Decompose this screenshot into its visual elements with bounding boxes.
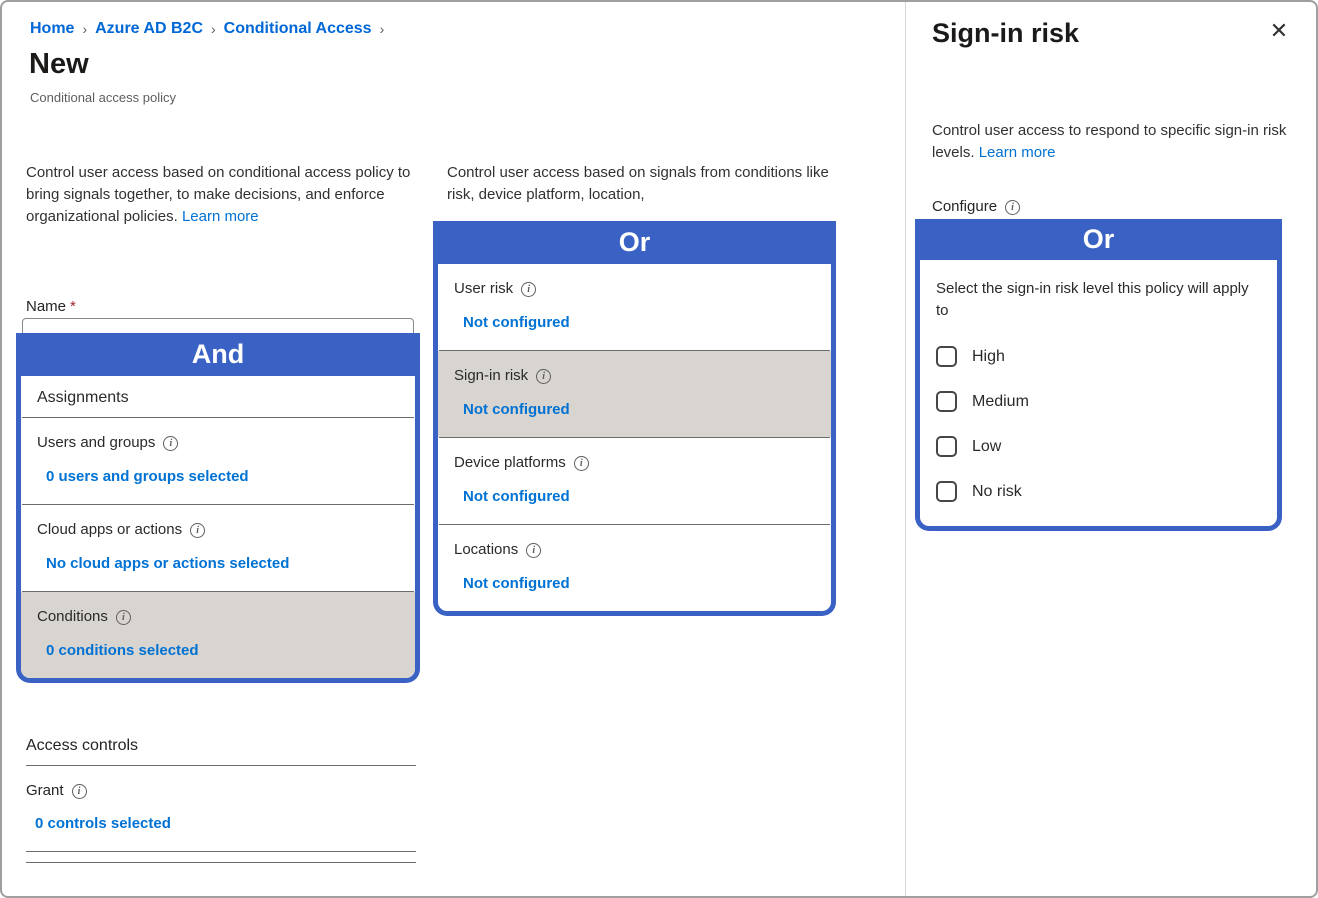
conditions-link[interactable]: 0 conditions selected [46, 642, 199, 659]
assignments-title: Assignments [37, 389, 129, 406]
risk-option-low [920, 436, 1277, 457]
page-subtitle: Conditional access policy [30, 90, 176, 105]
checkbox-medium-label: Medium [972, 392, 1029, 410]
info-icon[interactable]: i [72, 784, 87, 799]
configure-label-row [932, 198, 1020, 215]
grant-label-row [26, 782, 416, 799]
checkbox-medium[interactable] [936, 391, 957, 412]
info-icon[interactable]: i [1005, 200, 1020, 215]
conditions-description: Control user access based on signals from conditions like risk, device platform, location, [447, 164, 829, 203]
sign-in-risk-label: Sign-in risk [454, 367, 529, 384]
page-title: New [29, 48, 89, 80]
checkbox-low[interactable] [936, 436, 957, 457]
divider [26, 862, 416, 863]
users-and-groups-label: Users and groups [37, 434, 156, 451]
users-and-groups-link[interactable]: 0 users and groups selected [46, 468, 249, 485]
sign-in-risk-row[interactable] [438, 351, 831, 437]
divider [26, 851, 416, 852]
breadcrumb-azure-ad-b2c[interactable]: Azure AD B2C [95, 20, 203, 37]
locations-label: Locations [454, 541, 519, 558]
and-annotation-label: And [16, 333, 420, 376]
chevron-right-icon: › [211, 21, 216, 37]
required-asterisk: * [70, 298, 76, 315]
grant-controls-link[interactable]: 0 controls selected [35, 815, 171, 832]
or-annotation-box-conditions [433, 221, 836, 616]
configure-label: Configure [932, 198, 998, 215]
chevron-right-icon: › [379, 21, 385, 37]
close-icon[interactable]: ✕ [1269, 18, 1289, 43]
breadcrumb [30, 20, 392, 38]
locations-link[interactable]: Not configured [463, 575, 570, 592]
device-platforms-label: Device platforms [454, 454, 566, 471]
risk-option-high [920, 346, 1277, 367]
info-icon[interactable]: i [536, 369, 551, 384]
users-and-groups-row [21, 418, 415, 504]
panel-description-text: Control user access to respond to specific sign-in risk levels. [932, 122, 1287, 161]
locations-row [438, 525, 831, 611]
info-icon[interactable]: i [574, 456, 589, 471]
checkbox-high[interactable] [936, 346, 957, 367]
risk-level-select [915, 260, 1282, 531]
learn-more-link[interactable]: Learn more [181, 208, 259, 225]
and-annotation-box [16, 333, 420, 683]
checkbox-high-label: High [972, 347, 1005, 365]
panel-description [932, 120, 1290, 164]
policy-description [26, 162, 428, 228]
info-icon[interactable]: i [116, 610, 131, 625]
conditions-list [433, 264, 836, 616]
access-controls-title: Access controls [26, 737, 139, 754]
device-platforms-row [438, 438, 831, 524]
cloud-apps-row [21, 505, 415, 591]
user-risk-row [438, 264, 831, 350]
sign-in-risk-link[interactable]: Not configured [463, 401, 570, 418]
risk-level-select-text: Select the sign-in risk level this policy will apply to [936, 280, 1249, 319]
cloud-apps-label: Cloud apps or actions [37, 521, 183, 538]
access-controls-section [26, 737, 416, 863]
info-icon[interactable]: i [526, 543, 541, 558]
info-icon[interactable]: i [190, 523, 205, 538]
breadcrumb-home[interactable]: Home [30, 20, 75, 37]
name-field-label [26, 298, 76, 315]
collapsed-section-dividers [26, 851, 416, 863]
device-platforms-link[interactable]: Not configured [463, 488, 570, 505]
checkbox-no-risk[interactable] [936, 481, 957, 502]
breadcrumb-conditional-access[interactable]: Conditional Access [223, 20, 372, 37]
info-icon[interactable]: i [521, 282, 536, 297]
or-annotation-label: Or [915, 219, 1282, 260]
info-icon[interactable]: i [163, 436, 178, 451]
conditions-label: Conditions [37, 608, 108, 625]
panel-divider [905, 2, 906, 898]
chevron-right-icon: › [82, 21, 88, 37]
cloud-apps-link[interactable]: No cloud apps or actions selected [46, 555, 290, 572]
name-label-text: Name [26, 298, 67, 315]
checkbox-low-label: Low [972, 437, 1002, 455]
risk-option-no-risk [920, 481, 1277, 526]
or-annotation-label: Or [433, 221, 836, 264]
or-annotation-box-risk-levels [915, 219, 1282, 531]
assignments-section [16, 376, 420, 683]
grant-label: Grant [26, 782, 64, 799]
user-risk-label: User risk [454, 280, 514, 297]
learn-more-link[interactable]: Learn more [978, 144, 1056, 161]
policy-description-text: Control user access based on conditional access policy to bring signals together, to make decisions, and enforce organizational policies. [26, 164, 411, 225]
conditions-row[interactable] [21, 592, 415, 678]
user-risk-link[interactable]: Not configured [463, 314, 570, 331]
checkbox-no-risk-label: No risk [972, 482, 1022, 500]
risk-option-medium [920, 391, 1277, 412]
panel-title: Sign-in risk [932, 18, 1080, 48]
divider [26, 765, 416, 766]
